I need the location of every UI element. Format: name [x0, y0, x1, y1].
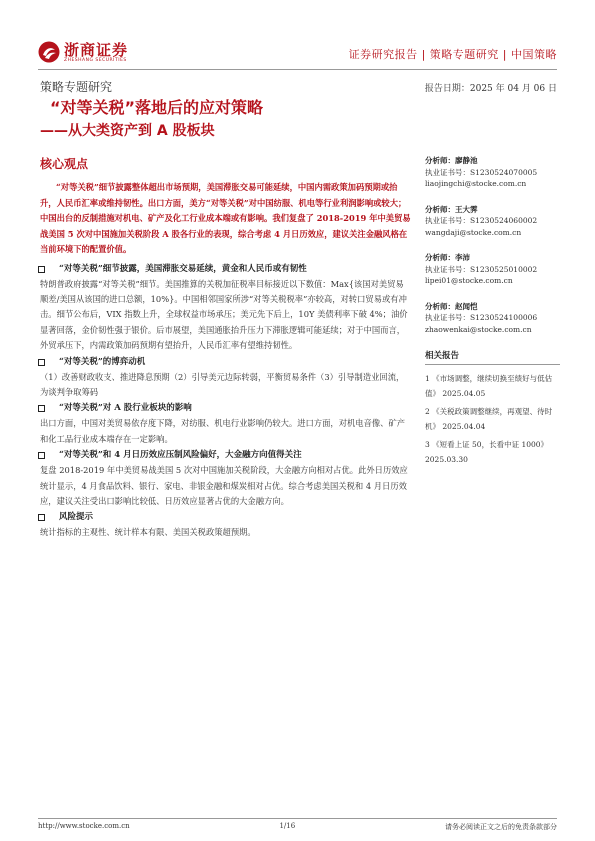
nav-item-strategy: 策略专题研究	[429, 48, 499, 61]
analyst-card: 分析师：赵闻恺 执业证书号：S1230524100006 zhaowenkai@stocke.com.cn	[425, 301, 560, 336]
footer-url[interactable]: http://www.stocke.com.cn	[38, 822, 130, 830]
related-reports-title: 相关报告	[425, 349, 560, 365]
footer-disclaimer: 请务必阅读正文之后的免责条款部分	[445, 823, 557, 831]
related-report-link[interactable]: 1 《市场调整，继续切换至绩好与低估值》 2025.04.05	[425, 374, 553, 399]
section-body: 统计指标的主观性、统计样本有限、美国关税政策超预期。	[40, 527, 256, 538]
section-body: 出口方面，中国对美贸易依存度下降，对纺服、机电行业影响仍较大。进口方面，对机电音像、矿产和化工品行业成本端存在一定影响。	[40, 418, 406, 444]
logo-en: ZHESHANG SECURITIES	[64, 57, 127, 63]
checkbox-icon	[38, 266, 45, 273]
section	[40, 262, 412, 354]
core-heading: 核心观点	[40, 157, 89, 171]
company-logo	[38, 41, 128, 63]
analyst-card: 分析师：王大霁 执业证书号：S1230524060002 wangdaji@stocke.com.cn	[425, 204, 560, 239]
section	[40, 510, 412, 540]
section-body: （1）改善财政收支、推进降息预期（2）引导美元边际转弱，平衡贸易条件（3）引导制造业回流，为谈判争取筹码	[40, 371, 405, 397]
section-heading: “对等关税”和 4 月日历效应压制风险偏好，大金融方向值得关注	[59, 450, 302, 461]
analyst-email[interactable]: wangdaji@stocke.com.cn	[425, 227, 522, 237]
analyst-card: 分析师：李沛 执业证书号：S1230525010002 lipei01@stocke.com.cn	[425, 252, 560, 287]
analyst-cert: 执业证书号：S1230524060002	[425, 216, 538, 225]
core-paragraph: “对等关税”细节披露整体超出市场预期，美国滞胀交易可能延续，中国内需政策加码预期或抬升，人民币汇率或维持韧性。出口方面，美方“对等关税”对中国纺服、机电等行业利润影响或较大；中国出台的反制措施对机电、矿产及化工行业成本端或有影响。我们复盘了 2018-2019 年中美贸易战美国 5 次对中国施加关税阶段 A 股各行业的表现，综合考虑 4 月日历效应，建议关注金融风格在当前环境下的配置价值。	[40, 182, 411, 254]
section-heading: 风险提示	[59, 512, 94, 523]
report-title: “对等关税”落地后的应对策略	[50, 98, 264, 117]
checkbox-icon	[38, 514, 45, 521]
analyst-cert: 执业证书号：S1230524070005	[425, 167, 538, 177]
sidebar	[425, 155, 560, 469]
analyst-cert: 执业证书号：S1230524100006	[425, 313, 538, 322]
section-body: 特朗普政府披露“对等关税”细节。美国推算的关税加征税率目标接近以下数值：Max{该国对美贸易顺差/美国从该国的进口总额，10%}。中国相邻国家所涉“对等关税税率”亦较高，对转口贸易或有冲击。细节公布后，VIX 指数上升，全球权益市场承压；美元先下后上，10Y 美债利率下破 4%；油价显著回落，金价韧性强于银价。后市展望，美国通胀抬升压力下滞胀逻辑可能延续；对于中国而言，外贸承压下，内需政策加码预期有望抬升，人民币汇率有望维持韧性。	[40, 278, 408, 351]
section-heading: “对等关税”细节披露，美国滞胀交易延续，黄金和人民币或有韧性	[59, 263, 307, 274]
nav-item-china: 中国策略	[511, 48, 557, 61]
analyst-cert: 执业证书号：S1230525010002	[425, 264, 538, 274]
analyst-name: 李沛	[455, 253, 470, 262]
analyst-card: 分析师：廖静池 执业证书号：S1230524070005 liaojingchi@stocke.com.cn	[425, 155, 560, 190]
section	[40, 355, 412, 401]
logo-cn: 浙商证券	[64, 40, 129, 59]
logo-mark-icon	[38, 41, 60, 63]
nav-item-report: 证券研究报告	[348, 48, 418, 61]
report-subtitle: ——从大类资产到 A 股板块	[40, 123, 215, 139]
section-body: 复盘 2018-2019 年中美贸易战美国 5 次对中国施加关税阶段，大金融方向相对占优。此外日历效应统计显示，4 月食品饮料、银行、家电、非银金融和煤炭相对占优。综合考虑美国关税和 4 月日历效应，建议关注受出口影响比较低、日历效应显著占优的大金融方向。	[40, 465, 408, 506]
related-report-link[interactable]: 2 《关税政策调整继续，再观望、待时机》 2025.04.04	[425, 406, 553, 432]
report-type: 策略专题研究	[40, 80, 113, 94]
section-heading: “对等关税”的博弈动机	[59, 356, 146, 367]
checkbox-icon	[38, 359, 45, 366]
analyst-email[interactable]: zhaowenkai@stocke.com.cn	[425, 324, 532, 334]
page-footer	[38, 818, 557, 832]
section-heading: “对等关税”对 A 股行业板块的影响	[59, 403, 192, 414]
analyst-name: 王大霁	[455, 204, 478, 214]
section	[40, 448, 412, 509]
header-rule	[38, 69, 557, 70]
analyst-name: 廖静池	[455, 156, 478, 165]
analyst-name: 赵闻恺	[455, 301, 478, 311]
top-nav: 证券研究报告 | 策略专题研究 | 中国策略	[348, 48, 557, 61]
checkbox-icon	[38, 405, 45, 412]
page-number: 1/16	[279, 822, 296, 830]
related-report-link[interactable]: 3 《短看上证 50，长看中证 1000》 2025.03.30	[425, 439, 549, 465]
analyst-email[interactable]: lipei01@stocke.com.cn	[425, 276, 513, 285]
analyst-email[interactable]: liaojingchi@stocke.com.cn	[425, 179, 527, 188]
checkbox-icon	[38, 452, 45, 459]
main-content	[40, 155, 412, 541]
section	[40, 401, 412, 447]
report-date: 报告日期：2025 年 04 月 06 日	[424, 84, 557, 94]
